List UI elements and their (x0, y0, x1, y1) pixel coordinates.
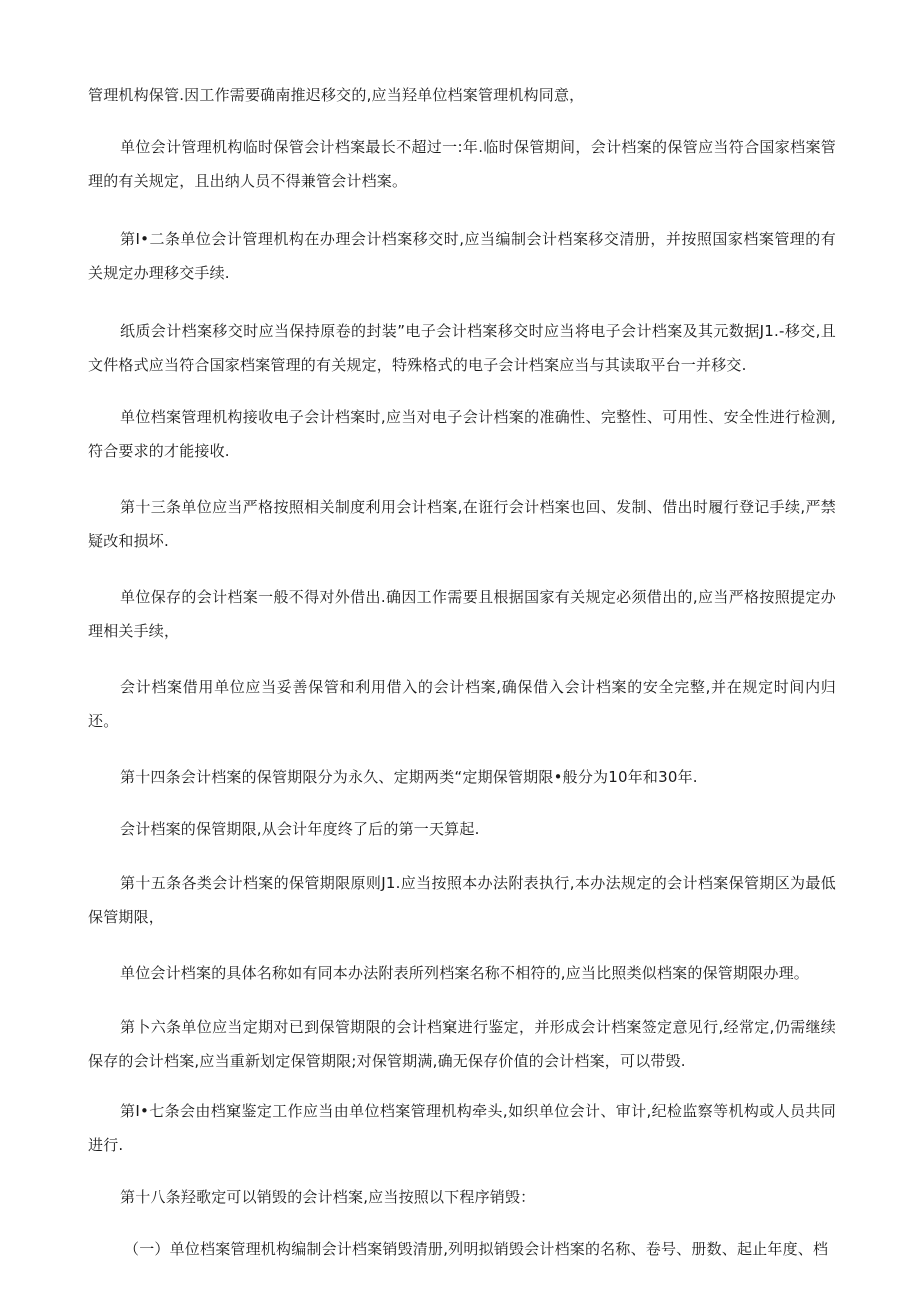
paragraph-10: 会计档案的保管期限,从会计年度终了后的第一天算起. (120, 820, 480, 838)
paragraph-4: 纸质会计档案移交时应当保持原卷的封装”电子会计档案移交时应当将电子会计档案及其元数据J1.-移交,且文件格式应当符合国家档案管理的有关规定，特殊格式的电子会计档案应当与其读取平台一并移交. (88, 322, 836, 374)
paragraph-9: 第十四条会计档案的保管期限分为永久、定期两类“定期保管期限•般分为10年和30年. (120, 768, 698, 786)
paragraph-16: （一）单位档案管理机构编制会计档案销毁清册,列明拟销毁会计档案的名称、卷号、册数、起止年度、档 (124, 1240, 829, 1258)
paragraph-1: 管理机构保管.因工作需要确南推迟移交的,应当羟单位档案管理机构同意， (88, 86, 585, 104)
paragraph-13: 第卜六条单位应当定期对已到保管期限的会计档窠进行鉴定，并形成会计档案签定意见行,经常定,仍需继续保存的会计档案,应当重新划定保管期限;对保管期满,确无保存价值的会计档案，可以带毁. (88, 1018, 836, 1070)
paragraph-3: 第I•二条单位会计管理机构在办理会计档案移交时,应当编制会计档案移交清册，并按照国家档案管理的有关规定办理移交手续. (88, 230, 836, 282)
paragraph-6: 第十三条单位应当严格按照相关制度利用会计档案,在诳行会计档案也回、发制、借出时履行登记手续,严禁疑改和损坏. (88, 498, 836, 550)
paragraph-8: 会计档案借用单位应当妥善保管和利用借入的会计档案,确保借入会计档案的安全完整,并在规定时间内归还。 (88, 678, 836, 730)
paragraph-12: 单位会计档案的具体名称如有同本办法附表所列档案名称不相符的,应当比照类似档案的保管期限办理。 (120, 964, 809, 982)
paragraph-5: 单位档案管理机构接收电子会计档案时,应当对电子会计档案的准确性、完整性、可用性、安全性进行检测,符合要求的才能接收. (88, 408, 836, 460)
paragraph-7: 单位保存的会计档案一般不得对外借出.确因工作需要且根据国家有关规定必须借出的,应当严格按照提定办理相关手续， (88, 588, 836, 640)
paragraph-15: 第十八条羟歌定可以销毁的会计档案,应当按照以下程序销毁： (120, 1188, 536, 1206)
paragraph-11: 第十五条各类会计档案的保管期限原则J1.应当按照本办法附表执行,本办法规定的会计档案保管期区为最低保管期限， (88, 874, 836, 926)
paragraph-2: 单位会计管理机构临时保管会计档案最长不超过一:年.临时保管期间，会计档案的保管应当符合国家档案管理的有关规定，且出纳人员不得兼管会计档案。 (88, 138, 836, 190)
paragraph-14: 第I•七条会由档窠鉴定工作应当由单位档案管理机构牵头,如织单位会计、审计,纪检监察等机构或人员共同进行. (88, 1102, 836, 1154)
